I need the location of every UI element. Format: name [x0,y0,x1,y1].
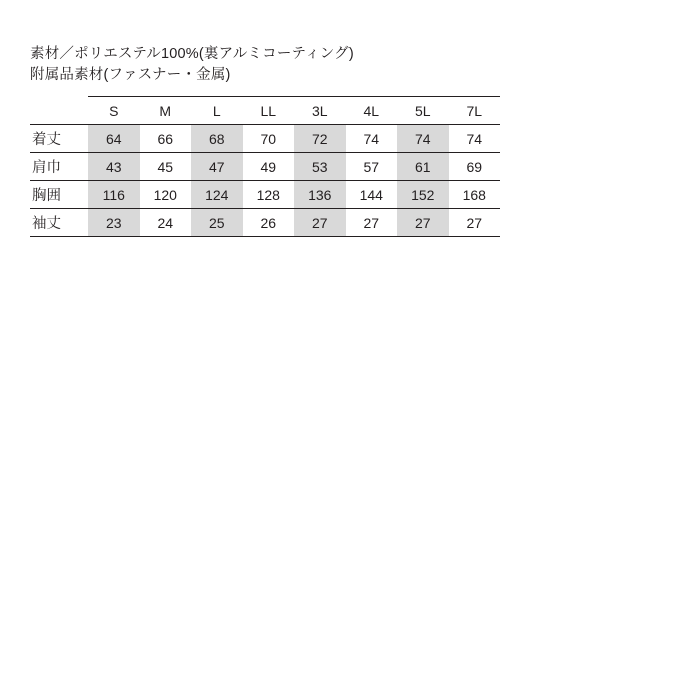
material-notes [30,44,354,86]
cell-katahaba-m: 45 [140,153,192,181]
cell-sodetake-7l: 27 [449,209,501,237]
table-row [30,181,500,209]
column-header-s: S [88,97,140,125]
size-table-container [30,96,500,237]
material-note-line-2: 附属品素材(ファスナー・金属) [30,67,231,83]
cell-sodetake-4l: 27 [346,209,398,237]
cell-kitake-l: 68 [191,125,243,153]
column-header-ll: LL [243,97,295,125]
cell-kitake-5l: 74 [397,125,449,153]
cell-kyoui-3l: 136 [294,181,346,209]
cell-sodetake-ll: 26 [243,209,295,237]
row-label-kitake: 着丈 [30,125,88,153]
cell-kyoui-7l: 168 [449,181,501,209]
table-row [30,125,500,153]
cell-kyoui-l: 124 [191,181,243,209]
cell-kyoui-5l: 152 [397,181,449,209]
column-header-l: L [191,97,243,125]
cell-kitake-m: 66 [140,125,192,153]
row-label-katahaba: 肩巾 [30,153,88,181]
cell-kyoui-s: 116 [88,181,140,209]
column-header-m: M [140,97,192,125]
row-label-sodetake: 袖丈 [30,209,88,237]
column-header-5l: 5L [397,97,449,125]
row-label-kyoui: 胸囲 [30,181,88,209]
column-header-3l: 3L [294,97,346,125]
cell-kitake-3l: 72 [294,125,346,153]
cell-kyoui-4l: 144 [346,181,398,209]
cell-katahaba-ll: 49 [243,153,295,181]
cell-kitake-ll: 70 [243,125,295,153]
cell-kyoui-m: 120 [140,181,192,209]
cell-katahaba-3l: 53 [294,153,346,181]
table-corner-cell [30,97,88,125]
cell-kyoui-ll: 128 [243,181,295,209]
table-row [30,209,500,237]
cell-katahaba-s: 43 [88,153,140,181]
table-header-row [30,97,500,125]
cell-katahaba-5l: 61 [397,153,449,181]
cell-sodetake-l: 25 [191,209,243,237]
cell-katahaba-l: 47 [191,153,243,181]
cell-katahaba-4l: 57 [346,153,398,181]
cell-kitake-4l: 74 [346,125,398,153]
material-note-line-1: 素材／ポリエステル100%(裏アルミコーティング) [30,46,354,62]
cell-sodetake-5l: 27 [397,209,449,237]
cell-sodetake-s: 23 [88,209,140,237]
cell-sodetake-m: 24 [140,209,192,237]
cell-sodetake-3l: 27 [294,209,346,237]
cell-kitake-s: 64 [88,125,140,153]
cell-katahaba-7l: 69 [449,153,501,181]
cell-kitake-7l: 74 [449,125,501,153]
size-table [30,96,500,237]
table-row [30,153,500,181]
column-header-7l: 7L [449,97,501,125]
column-header-4l: 4L [346,97,398,125]
